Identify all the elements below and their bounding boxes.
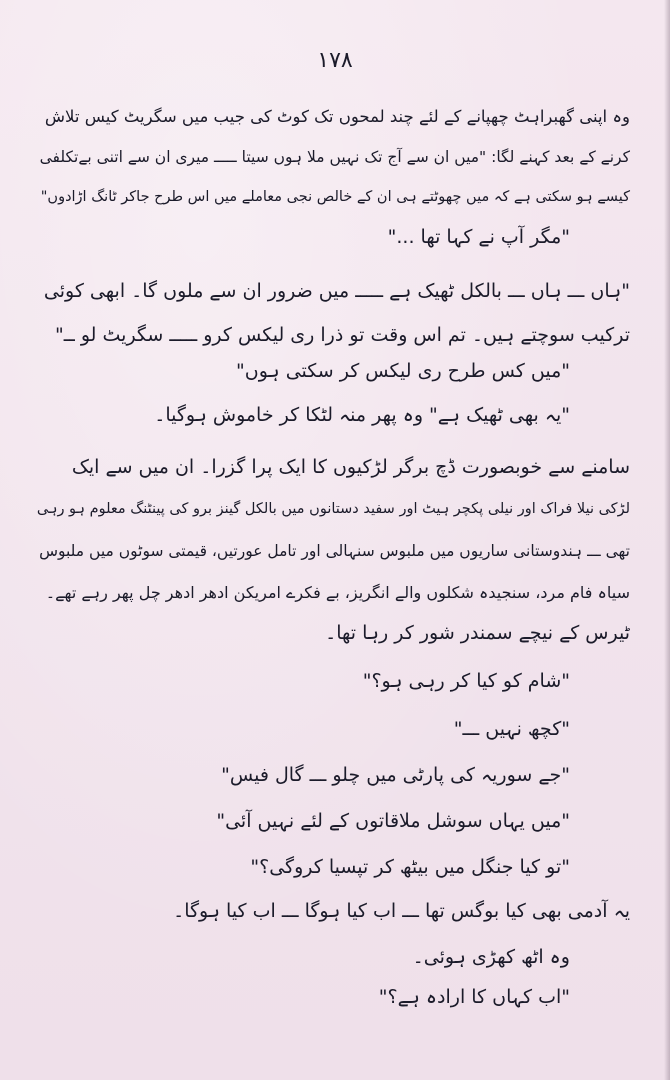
text-line-13: ٹیرس کے نیچے سمندر شور کر رہا تھا۔	[325, 622, 630, 644]
text-line-5: "ہاں ـــ ہاں ـــ بالکل ٹھیک ہے ـــــ میں ضرور ان سے ملوں گا۔ ابھی کوئی	[43, 280, 630, 302]
text-line-4: "مگر آپ نے کہا تھا ..."	[387, 226, 570, 248]
text-line-1: وہ اپنی گھبراہٹ چھپانے کے لئے چند لمحوں تک کوٹ کی جیب میں سگریٹ کیس تلاش	[44, 107, 630, 126]
text-line-19: یہ آدمی بھی کیا بوگس تھا ـــ اب کیا ہوگا ـــ اب کیا ہوگا۔	[173, 900, 630, 922]
text-line-3: کیسے ہو سکتی ہے کہ میں چھوٹتے ہی ان کے خالص نجی معاملے میں اس طرح جاکر ٹانگ اڑادوں"	[40, 189, 630, 205]
text-line-20: وہ اٹھ کھڑی ہوئی۔	[412, 946, 570, 968]
text-line-7: "میں کس طرح ری لیکس کر سکتی ہوں"	[236, 360, 570, 382]
text-line-2: کرنے کے بعد کہنے لگا: "میں ان سے آج تک نہیں ملا ہوں سیتا ـــــ میری ان سے اتنی بےتکلفی	[39, 148, 630, 166]
text-line-9: سامنے سے خوبصورت ڈچ برگر لڑکیوں کا ایک پرا گزرا۔ ان میں سے ایک	[71, 456, 630, 478]
text-line-16: "جے سوریہ کی پارٹی میں چلو ـــ گال فیس"	[221, 764, 570, 786]
text-line-8: "یہ بھی ٹھیک ہے" وہ پھر منہ لٹکا کر خاموش ہوگیا۔	[154, 404, 570, 426]
text-line-10: لڑکی نیلا فراک اور نیلی پکچر ہیٹ اور سفید دستانوں میں بالکل گینز برو کی پینٹنگ معلوم ہو رہی	[36, 501, 630, 517]
text-line-12: سیاہ فام مرد، سنجیدہ شکلوں والے انگریز، بے فکرے امریکن ادھر ادھر چل پھر رہے تھے۔	[45, 583, 630, 602]
text-line-11: تھی ـــ ہندوستانی ساریوں میں ملبوس سنہالی اور تامل عورتیں، قیمتی سوٹوں میں ملبوس	[39, 542, 630, 560]
text-line-18: "تو کیا جنگل میں بیٹھ کر تپسیا کروگی؟"	[250, 856, 570, 878]
text-line-17: "میں یہاں سوشل ملاقاتوں کے لئے نہیں آئی"	[216, 810, 570, 832]
page-number: ۱۷۸	[317, 48, 353, 73]
text-line-21: "اب کہاں کا ارادہ ہے؟"	[378, 986, 570, 1008]
text-line-14: "شام کو کیا کر رہی ہو؟"	[362, 670, 570, 692]
text-line-15: "کچھ نہیں ـــ"	[453, 718, 570, 740]
text-line-6: ترکیب سوچتے ہیں۔ تم اس وقت تو ذرا ری لیکس کرو ـــــ سگریٹ لو ــ"	[54, 324, 630, 346]
page-edge-shadow	[664, 0, 670, 1080]
